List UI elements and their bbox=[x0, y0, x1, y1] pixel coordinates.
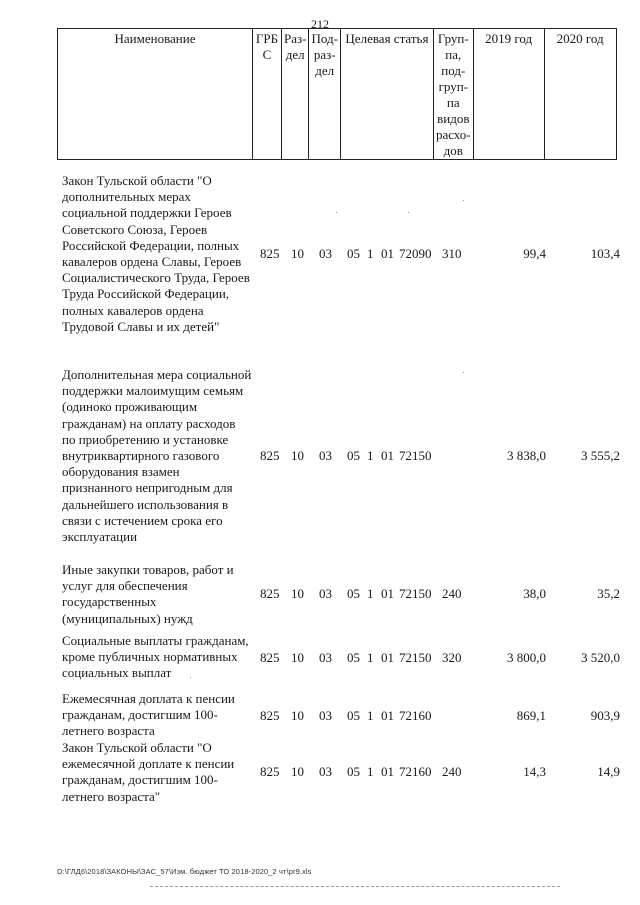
cell-target-code: 72160 bbox=[399, 708, 432, 723]
name-line: кроме публичных нормативных bbox=[62, 649, 238, 665]
name-line: полных кавалеров ордена bbox=[62, 302, 204, 318]
cell-razdel: 10 bbox=[291, 246, 304, 261]
name-line: внутриквартирного газового bbox=[62, 448, 220, 464]
cell-podrazdel: 03 bbox=[319, 448, 332, 463]
group-line-7: расхо- bbox=[435, 127, 471, 142]
cell-razdel: 10 bbox=[291, 448, 304, 463]
group-line-2: па, bbox=[445, 47, 462, 62]
name-line: эксплуатации bbox=[62, 529, 138, 545]
cell-group: 240 bbox=[442, 764, 462, 779]
name-line: Социальные выплаты гражданам, bbox=[62, 633, 249, 648]
cell-razdel: 10 bbox=[291, 650, 304, 665]
row-name bbox=[62, 740, 262, 805]
cell-target-program: 05 bbox=[347, 586, 360, 601]
grbs-line-1: ГРБ bbox=[255, 31, 279, 46]
footer-divider bbox=[150, 886, 560, 887]
table-row bbox=[57, 691, 620, 741]
row-name bbox=[62, 562, 262, 627]
name-line: гражданам, достигшим 100- bbox=[62, 707, 218, 723]
cell-2020: 14,9 bbox=[597, 764, 620, 779]
col-header-podrazdel bbox=[309, 29, 340, 160]
name-line: Российской Федерации, полных bbox=[62, 237, 240, 253]
name-line: государственных bbox=[62, 594, 157, 610]
cell-target-event: 01 bbox=[381, 764, 394, 779]
scan-speck bbox=[463, 372, 464, 373]
cell-target-subprogram: 1 bbox=[367, 764, 374, 779]
group-line-4: груп- bbox=[438, 79, 469, 94]
cell-target-subprogram: 1 bbox=[367, 246, 374, 261]
cell-group: 310 bbox=[442, 246, 462, 261]
cell-target-event: 01 bbox=[381, 448, 394, 463]
cell-grbs: 825 bbox=[260, 448, 280, 463]
scan-speck bbox=[190, 677, 191, 678]
name-line: гражданам, достигшим 100- bbox=[62, 772, 218, 788]
cell-2020: 103,4 bbox=[590, 246, 620, 261]
cell-target-event: 01 bbox=[381, 246, 394, 261]
name-line: дополнительных мерах bbox=[62, 189, 191, 205]
name-line: Труда Российской Федерации, bbox=[62, 286, 230, 302]
name-line: Закон Тульской области "О bbox=[62, 740, 212, 755]
cell-target-program: 05 bbox=[347, 650, 360, 665]
name-line: Советского Союза, Героев bbox=[62, 221, 208, 237]
cell-grbs: 825 bbox=[260, 586, 280, 601]
cell-2020: 35,2 bbox=[597, 586, 620, 601]
group-line-6: видов bbox=[437, 111, 470, 126]
cell-razdel: 10 bbox=[291, 708, 304, 723]
cell-2019: 38,0 bbox=[523, 586, 546, 601]
scan-speck bbox=[463, 200, 464, 201]
name-line: по приобретению и установке bbox=[62, 431, 229, 447]
col-header-group bbox=[433, 29, 473, 160]
cell-group: 240 bbox=[442, 586, 462, 601]
name-line: (муниципальных) нужд bbox=[62, 610, 193, 626]
cell-target-code: 72150 bbox=[399, 650, 432, 665]
name-line: ежемесячной доплате к пенсии bbox=[62, 756, 235, 772]
name-line: летнего возраста" bbox=[62, 788, 161, 804]
name-line: поддержки малоимущим семьям bbox=[62, 383, 244, 399]
cell-target-code: 72150 bbox=[399, 448, 432, 463]
name-line: оборудования взамен bbox=[62, 464, 180, 480]
name-line: признанного непригодным для bbox=[62, 480, 233, 496]
razdel-line-1: Раз- bbox=[284, 31, 307, 46]
cell-podrazdel: 03 bbox=[319, 246, 332, 261]
col-header-razdel bbox=[282, 29, 309, 160]
podrazdel-line-3: дел bbox=[315, 63, 335, 78]
name-line: летнего возраста bbox=[62, 723, 155, 739]
cell-target-subprogram: 1 bbox=[367, 650, 374, 665]
cell-2020: 903,9 bbox=[590, 708, 620, 723]
podrazdel-line-2: раз- bbox=[313, 47, 336, 62]
col-header-name: Наименование bbox=[58, 29, 253, 160]
cell-grbs: 825 bbox=[260, 246, 280, 261]
cell-grbs: 825 bbox=[260, 650, 280, 665]
group-line-1: Груп- bbox=[437, 31, 469, 46]
cell-razdel: 10 bbox=[291, 586, 304, 601]
cell-podrazdel: 03 bbox=[319, 586, 332, 601]
group-line-3: под- bbox=[441, 63, 466, 78]
cell-target-subprogram: 1 bbox=[367, 586, 374, 601]
cell-2019: 3 800,0 bbox=[507, 650, 546, 665]
razdel-line-2: дел bbox=[285, 47, 305, 62]
name-line: Иные закупки товаров, работ и bbox=[62, 562, 234, 577]
cell-2020: 3 520,0 bbox=[581, 650, 620, 665]
name-line: социальной поддержки Героев bbox=[62, 205, 232, 221]
cell-target-event: 01 bbox=[381, 650, 394, 665]
group-line-8: дов bbox=[443, 143, 463, 158]
cell-target-program: 05 bbox=[347, 708, 360, 723]
grbs-line-2: С bbox=[262, 47, 272, 62]
name-line: социальных выплат bbox=[62, 665, 172, 681]
col-header-2020: 2020 год bbox=[544, 29, 616, 160]
cell-target-subprogram: 1 bbox=[367, 448, 374, 463]
cell-target-event: 01 bbox=[381, 708, 394, 723]
cell-target-code: 72150 bbox=[399, 586, 432, 601]
podrazdel-line-1: Под- bbox=[311, 31, 338, 46]
page-number: 212 bbox=[311, 17, 329, 31]
col-header-target: Целевая статья bbox=[340, 29, 433, 160]
file-path-footer: D:\ГЛД6\2018\ЗАКОНЫ\ЗАС_57\Изм. бюджет ТО 2018-2020_2 чт\pr9.xls bbox=[57, 867, 312, 876]
table-row bbox=[57, 367, 620, 547]
name-line: Дополнительная мера социальной bbox=[62, 367, 252, 382]
cell-2019: 869,1 bbox=[516, 708, 546, 723]
cell-target-code: 72160 bbox=[399, 764, 432, 779]
table-row bbox=[57, 740, 620, 806]
table-row bbox=[57, 173, 620, 338]
cell-podrazdel: 03 bbox=[319, 764, 332, 779]
name-line: Трудовой Славы и их детей" bbox=[62, 318, 220, 334]
cell-target-program: 05 bbox=[347, 246, 360, 261]
row-name bbox=[62, 633, 262, 682]
name-line: Закон Тульской области "О bbox=[62, 173, 212, 188]
cell-2019: 3 838,0 bbox=[507, 448, 546, 463]
group-line-5: па bbox=[446, 95, 460, 110]
cell-2019: 99,4 bbox=[523, 246, 546, 261]
table-row bbox=[57, 562, 620, 628]
name-line: кавалеров ордена Славы, Героев bbox=[62, 254, 242, 270]
name-line: дальнейшего использования в bbox=[62, 496, 229, 512]
cell-grbs: 825 bbox=[260, 764, 280, 779]
col-header-2019: 2019 год bbox=[473, 29, 544, 160]
cell-2020: 3 555,2 bbox=[581, 448, 620, 463]
cell-2019: 14,3 bbox=[523, 764, 546, 779]
cell-podrazdel: 03 bbox=[319, 650, 332, 665]
name-line: (одиноко проживающим bbox=[62, 399, 198, 415]
name-line: связи с истечением срока его bbox=[62, 512, 223, 528]
name-line: гражданам) на оплату расходов bbox=[62, 415, 236, 431]
scan-speck bbox=[336, 212, 337, 213]
name-line: Социалистического Труда, Героев bbox=[62, 270, 250, 286]
cell-razdel: 10 bbox=[291, 764, 304, 779]
cell-target-code: 72090 bbox=[399, 246, 432, 261]
row-name bbox=[62, 367, 262, 545]
cell-target-subprogram: 1 bbox=[367, 708, 374, 723]
scan-speck bbox=[408, 212, 409, 213]
row-name bbox=[62, 173, 262, 335]
cell-target-program: 05 bbox=[347, 448, 360, 463]
name-line: Ежемесячная доплата к пенсии bbox=[62, 691, 235, 706]
table-row bbox=[57, 633, 620, 683]
name-line: услуг для обеспечения bbox=[62, 578, 188, 594]
cell-target-program: 05 bbox=[347, 764, 360, 779]
cell-grbs: 825 bbox=[260, 708, 280, 723]
cell-target-event: 01 bbox=[381, 586, 394, 601]
budget-table-header bbox=[57, 28, 617, 160]
row-name bbox=[62, 691, 262, 740]
col-header-grbs bbox=[253, 29, 282, 160]
cell-podrazdel: 03 bbox=[319, 708, 332, 723]
cell-group: 320 bbox=[442, 650, 462, 665]
